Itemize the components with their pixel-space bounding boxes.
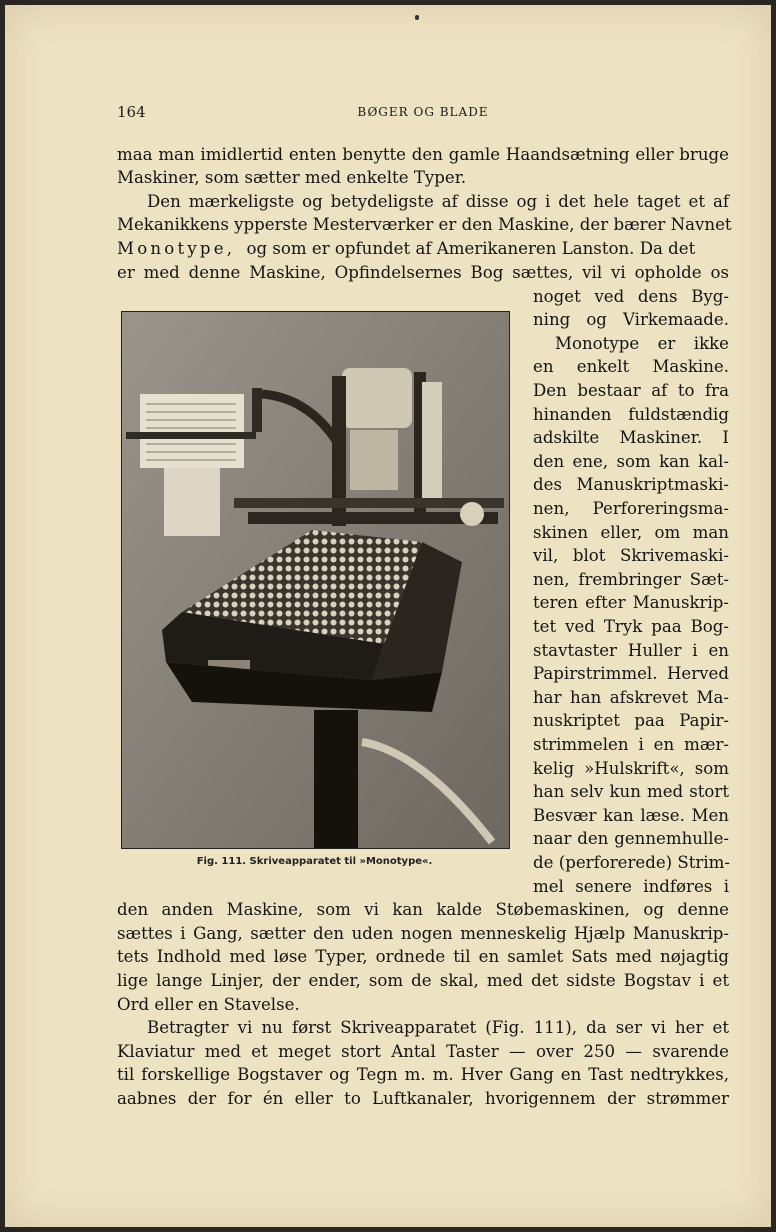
text-line: kelig »Hulskrift«, som — [533, 759, 729, 778]
figure-caption: Fig. 111. Skriveapparatet til »Monotype«. — [196, 856, 433, 867]
page-header — [117, 103, 729, 123]
running-title: BØGER OG BLADE — [357, 105, 489, 119]
text-line: strimmelen i en mær- — [533, 735, 729, 754]
text-line: de (perforerede) Strim- — [533, 853, 731, 872]
text-line: Papirstrimmel. Herved — [533, 664, 729, 683]
text-line: Den bestaar af to fra — [533, 381, 729, 400]
book-page — [5, 5, 771, 1227]
text-line: er med denne Maskine, Opfindelsernes Bog sættes, vil vi opholde os — [117, 263, 729, 282]
text-line: tet ved Tryk paa Bog- — [533, 617, 729, 636]
text-line: adskilte Maskiner. I — [533, 428, 729, 447]
text-line: Betragter vi nu først Skriveapparatet (Fig. 111), da ser vi her et — [147, 1018, 729, 1037]
text-line: naar den gennemhulle- — [533, 829, 729, 848]
text-line: Klaviatur med et meget stort Antal Taster — over 250 — svarende — [117, 1042, 729, 1061]
text-line: skinen eller, om man — [533, 523, 729, 542]
text-line: nen, frembringer Sæt- — [533, 570, 729, 589]
monotype-spaced: Monotype, — [117, 239, 236, 258]
text-line: nuskriptet paa Papir- — [533, 711, 729, 730]
text-line: Mekanikkens ypperste Mesterværker er den Maskine, der bærer Navnet — [117, 215, 732, 234]
text-line: des Manuskriptmaski- — [533, 475, 729, 494]
text-line: Maskiner, som sætter med enkelte Typer. — [117, 168, 467, 187]
text-line: den ene, som kan kal- — [533, 452, 729, 471]
text-line-monotype — [117, 239, 729, 259]
manuscript-sheet — [140, 394, 244, 468]
text-line: aabnes der for én eller to Luftkanaler, hvorigennem der strømmer — [117, 1089, 729, 1108]
text-line: teren efter Manuskrip- — [533, 593, 729, 612]
text-line: sættes i Gang, sætter den uden nogen menneskelig Hjælp Manuskrip- — [117, 924, 729, 943]
text-line: den anden Maskine, som vi kan kalde Støbemaskinen, og denne — [117, 900, 729, 919]
page-speck — [415, 15, 419, 20]
text-line: Besvær kan læse. Men — [533, 806, 729, 825]
figure-photo — [121, 311, 510, 849]
monotype-keyboard-photo — [122, 312, 509, 848]
text-line: vil, blot Skrivemaski- — [533, 546, 729, 565]
text-line: Ord eller en Stavelse. — [117, 995, 300, 1014]
text-line: noget ved dens Byg- — [533, 287, 729, 306]
page-number: 164 — [117, 103, 146, 121]
text-line: til forskellige Bogstaver og Tegn m. m. Hver Gang en Tast nedtrykkes, — [117, 1065, 729, 1084]
text-line: lige lange Linjer, der ender, som de skal, med det sidste Bogstav i et — [117, 971, 729, 990]
text-line: har han afskrevet Ma- — [533, 688, 729, 707]
text-line: Monotype er ikke — [555, 334, 729, 353]
text-line: hinanden fuldstændig — [533, 405, 729, 424]
text-line: mel senere indføres i — [533, 877, 729, 896]
text-line: Den mærkeligste og betydeligste af disse og i det hele taget et af — [147, 192, 729, 211]
text-line: ning og Virkemaade. — [533, 310, 729, 329]
text-line: maa man imidlertid enten benytte den gamle Haandsætning eller bruge — [117, 145, 729, 164]
text-line: han selv kun med stort — [533, 782, 729, 801]
text-line: tets Indhold med løse Typer, ordnede til en samlet Sats med nøjagtig — [117, 947, 729, 966]
text-line-rest: og som er opfundet af Amerikaneren Lanston. Da det — [246, 239, 696, 258]
text-line: stavtaster Huller i en — [533, 641, 729, 660]
text-line: nen, Perforeringsma- — [533, 499, 729, 518]
text-line: en enkelt Maskine. — [533, 357, 729, 376]
